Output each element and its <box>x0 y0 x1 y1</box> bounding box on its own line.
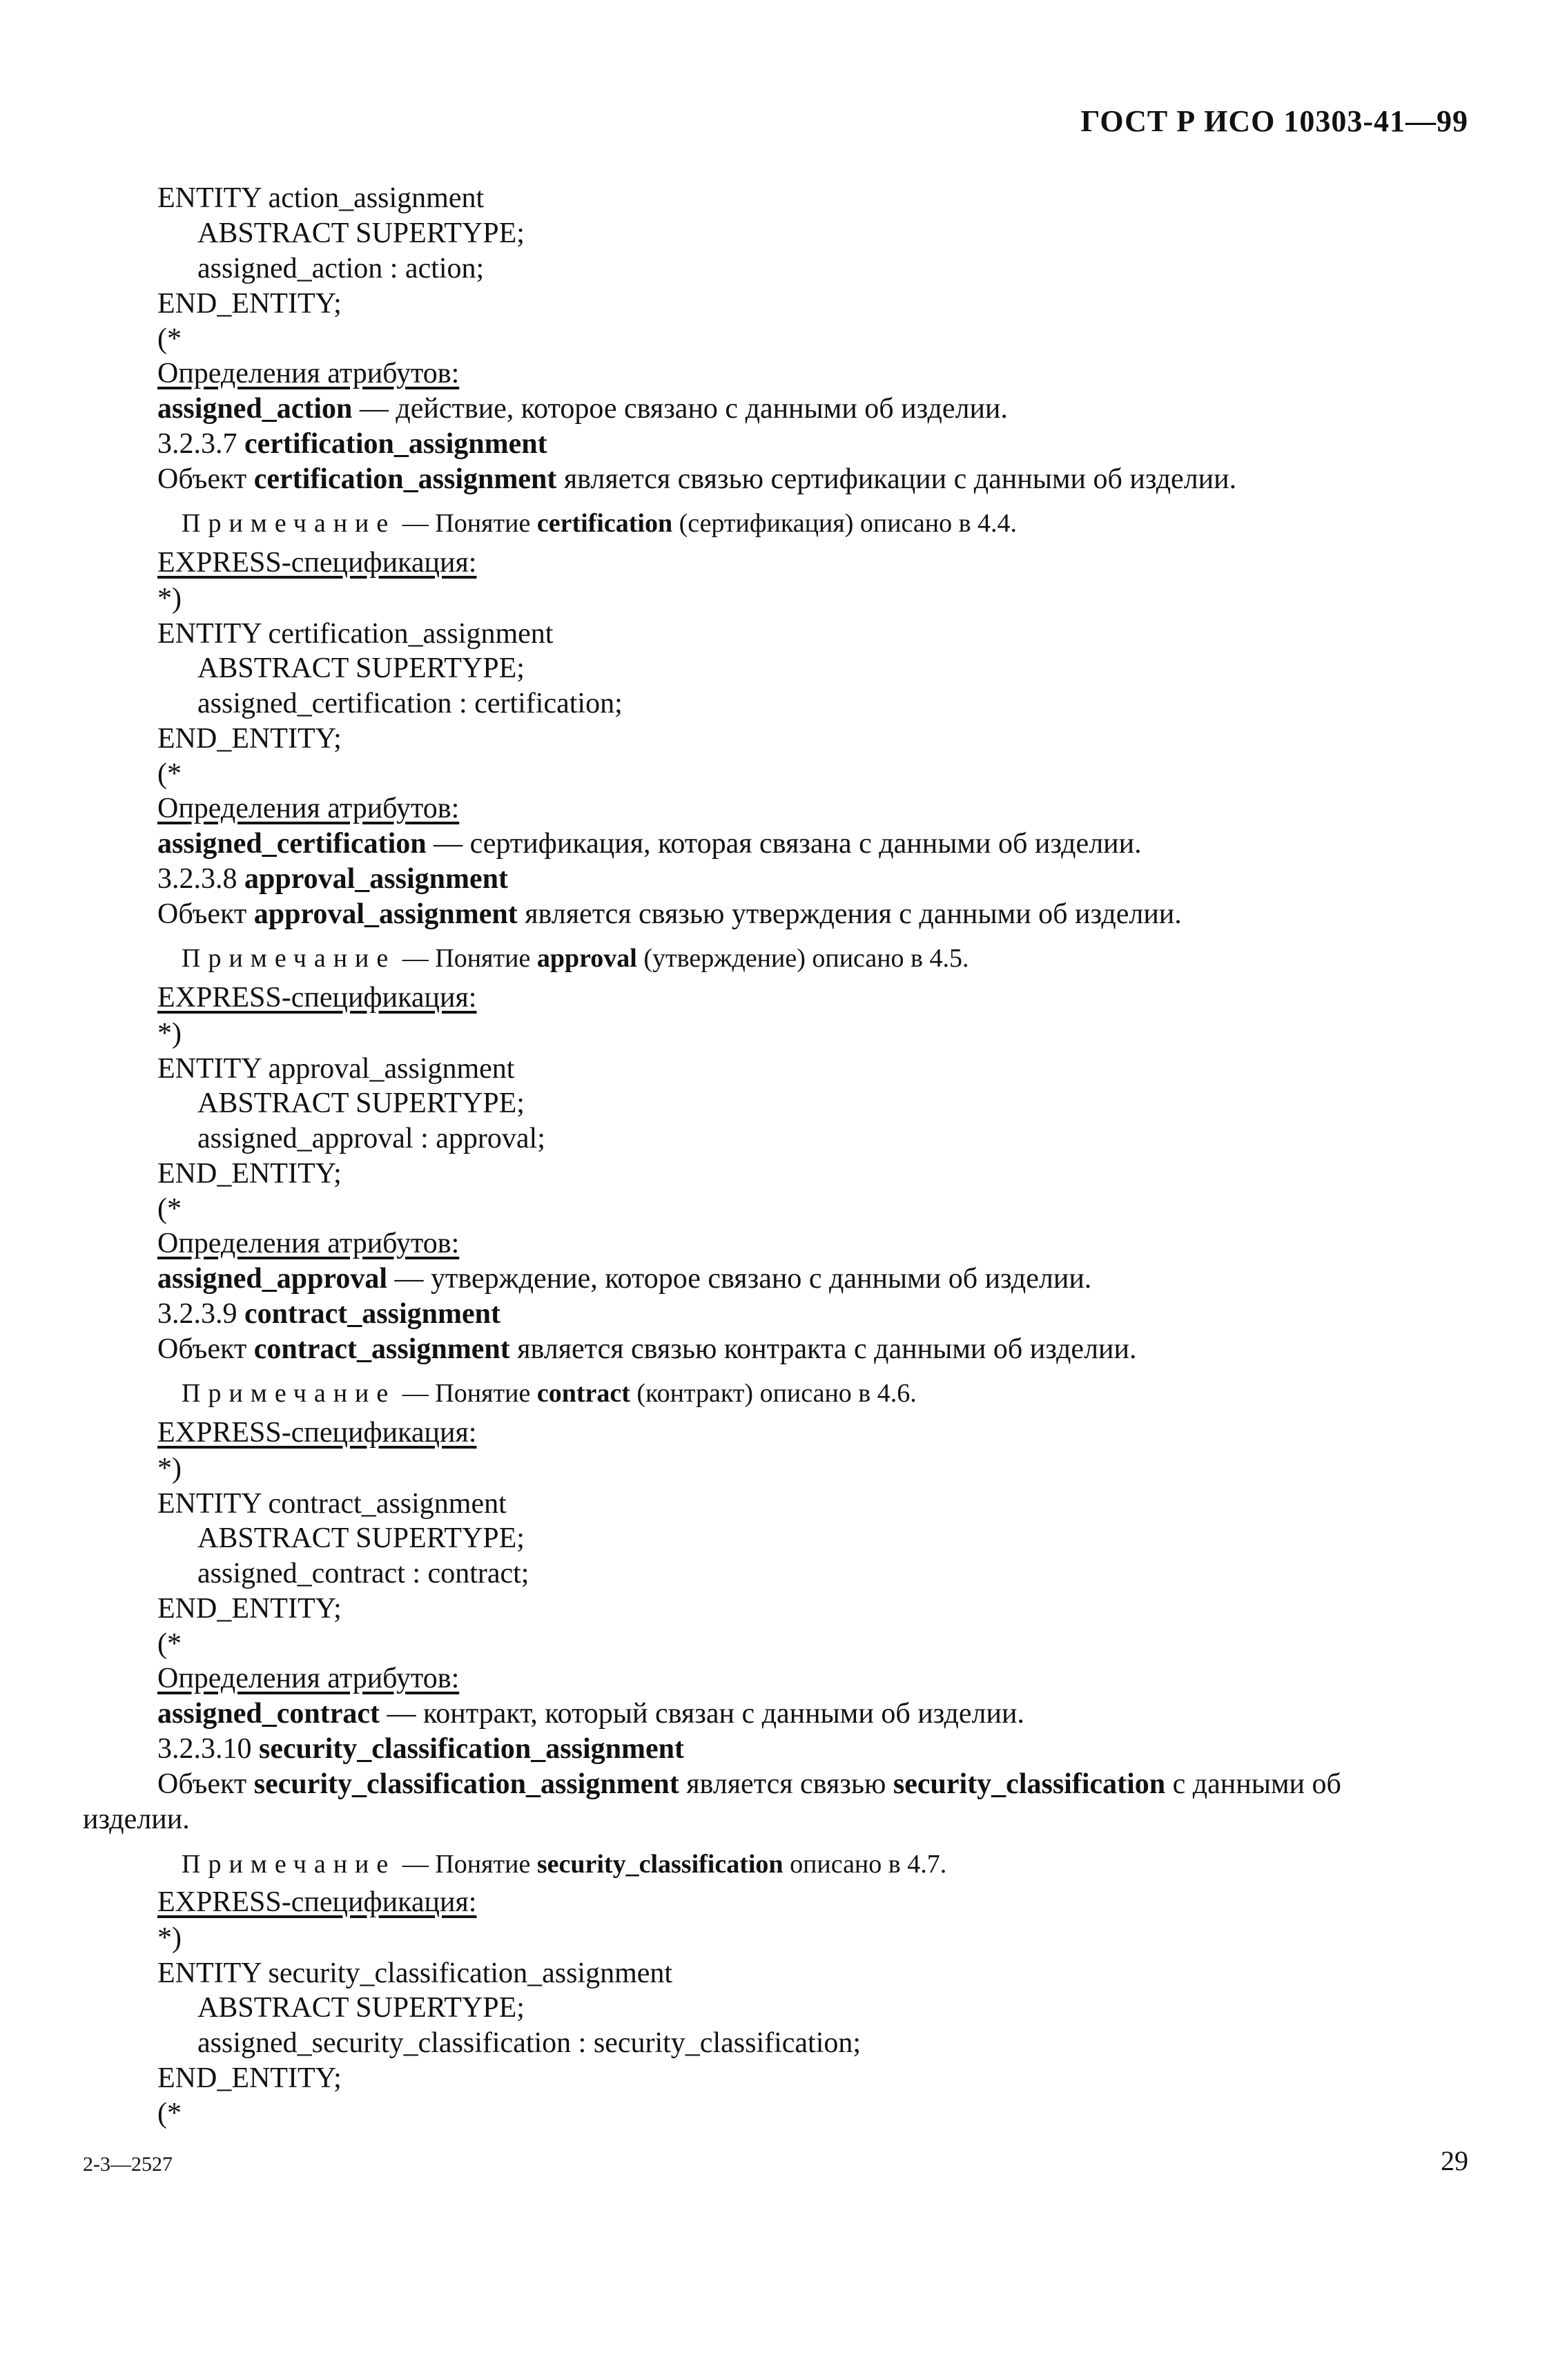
text-line <box>197 1086 525 1121</box>
text-line <box>197 216 525 251</box>
text-run: Объект <box>157 1333 254 1365</box>
text-line <box>157 322 182 356</box>
text-run: (* <box>157 758 182 790</box>
bold-term: security_classification_assignment <box>253 1768 679 1800</box>
text-run: — утверждение, которое связано с данными об изделии. <box>387 1263 1092 1295</box>
text-run: 3.2.3.7 <box>157 428 244 460</box>
text-line <box>197 1121 545 1156</box>
text-line <box>157 1487 507 1521</box>
text-run: — Понятие <box>396 944 537 973</box>
text-run: Объект <box>157 898 254 930</box>
text-run: (* <box>157 2098 182 2129</box>
footer-code: 2-3—2527 <box>83 2153 173 2176</box>
text-line <box>197 651 525 686</box>
text-line <box>157 581 182 616</box>
text-run: (* <box>157 1628 182 1660</box>
text-line <box>157 1192 182 1226</box>
document-header: ГОСТ Р ИСО 10303-41—99 <box>1080 104 1468 138</box>
text-line <box>157 1627 182 1661</box>
text-line <box>197 1521 525 1556</box>
text-run: является связью сертификации с данными об изделии. <box>556 463 1237 495</box>
text-run: ENTITY certification_assignment <box>157 618 554 650</box>
text-run: — сертификация, которая связана с данными об изделии. <box>426 828 1142 860</box>
text-line <box>83 1802 190 1837</box>
note-line <box>182 941 969 976</box>
bold-term: contract_assignment <box>244 1298 500 1330</box>
text-line <box>197 251 484 286</box>
note-label: Примечание <box>182 509 396 538</box>
bold-term: assigned_approval <box>157 1263 387 1295</box>
section-label <box>157 980 476 1015</box>
text-run: Объект <box>157 463 254 495</box>
text-line <box>157 862 508 896</box>
text-line <box>157 1016 182 1051</box>
text-line <box>157 1921 182 1955</box>
text-line <box>197 1991 525 2025</box>
text-line <box>157 1297 500 1331</box>
text-run: — контракт, который связан с данными об изделии. <box>379 1698 1024 1730</box>
text-run: *) <box>157 583 182 615</box>
text-line <box>157 427 547 461</box>
text-run: — Понятие <box>396 1379 537 1408</box>
text-run: assigned_approval : approval; <box>197 1123 545 1154</box>
text-run: (сертификация) описано в 4.4. <box>672 509 1018 538</box>
text-run: — действие, которое связано с данными об изделии. <box>352 393 1008 425</box>
text-run: ABSTRACT SUPERTYPE; <box>197 1087 525 1119</box>
text-line <box>157 617 553 651</box>
text-run: END_ENTITY; <box>157 288 342 320</box>
text-run: (утверждение) описано в 4.5. <box>636 944 969 973</box>
text-run: *) <box>157 1018 182 1049</box>
text-line <box>157 462 1236 496</box>
text-line <box>157 1157 342 1191</box>
note-label: Примечание <box>182 1379 396 1408</box>
text-run: является связью контракта с данными об изделии. <box>509 1333 1137 1365</box>
text-line <box>157 757 182 791</box>
text-line <box>197 2026 861 2060</box>
section-label <box>157 545 476 580</box>
text-line <box>157 1956 672 1991</box>
text-run: ENTITY action_assignment <box>157 182 485 214</box>
text-run: является связью утверждения с данными об изделии. <box>517 898 1182 930</box>
text-run: (* <box>157 1193 182 1225</box>
text-line <box>157 826 1142 861</box>
text-line <box>157 1332 1137 1366</box>
bold-term: assigned_contract <box>157 1698 380 1730</box>
text-run: END_ENTITY; <box>157 1158 342 1190</box>
text-run: END_ENTITY; <box>157 1593 342 1625</box>
bold-term: certification <box>536 509 673 538</box>
bold-term: approval_assignment <box>244 863 508 895</box>
text-line <box>157 391 1008 426</box>
text-line <box>157 1696 1024 1731</box>
text-line <box>157 2096 182 2131</box>
bold-term: approval <box>536 944 637 973</box>
bold-term: contract_assignment <box>253 1333 510 1365</box>
text-run: EXPRESS-спецификация: <box>157 982 477 1014</box>
text-run: 3.2.3.9 <box>157 1298 244 1330</box>
text-line <box>197 686 623 721</box>
text-line <box>157 1732 684 1766</box>
bold-term: security_classification_assignment <box>259 1733 684 1765</box>
text-run: END_ENTITY; <box>157 2062 342 2094</box>
bold-term: security_classification <box>893 1768 1166 1800</box>
text-run: assigned_security_classification : security_classification; <box>197 2027 862 2059</box>
bold-term: contract <box>536 1379 630 1408</box>
text-run: END_ENTITY; <box>157 723 342 755</box>
note-label: Примечание <box>182 944 396 973</box>
text-run: EXPRESS-спецификация: <box>157 547 477 579</box>
text-line <box>157 1451 182 1486</box>
section-label <box>157 356 459 391</box>
text-run: ABSTRACT SUPERTYPE; <box>197 217 525 249</box>
text-run: Определения атрибутов: <box>157 358 460 389</box>
text-run: ABSTRACT SUPERTYPE; <box>197 652 525 684</box>
text-line <box>157 1261 1091 1296</box>
text-line <box>157 722 342 756</box>
text-line <box>157 287 342 321</box>
section-label <box>157 1226 459 1261</box>
bold-term: security_classification <box>536 1850 784 1879</box>
note-line <box>182 1376 917 1411</box>
bold-term: approval_assignment <box>253 898 518 930</box>
text-run: assigned_contract : contract; <box>197 1558 529 1589</box>
text-line <box>157 1052 514 1086</box>
text-run: assigned_action : action; <box>197 253 485 284</box>
note-line <box>182 1847 946 1881</box>
text-run: (контракт) описано в 4.6. <box>630 1379 917 1408</box>
text-run: — Понятие <box>396 1850 537 1879</box>
page-number: 29 <box>1441 2145 1468 2176</box>
text-run: Определения атрибутов: <box>157 1228 460 1259</box>
text-run: (* <box>157 323 182 355</box>
text-run: ABSTRACT SUPERTYPE; <box>197 1992 525 2024</box>
section-label <box>157 791 459 826</box>
text-run: Определения атрибутов: <box>157 793 460 824</box>
text-run: ABSTRACT SUPERTYPE; <box>197 1522 525 1554</box>
text-line <box>157 2061 342 2096</box>
text-run: является связью <box>679 1768 893 1800</box>
section-label <box>157 1415 476 1450</box>
text-line <box>157 181 484 215</box>
text-run: Объект <box>157 1768 254 1800</box>
note-label: Примечание <box>182 1850 396 1879</box>
text-run: описано в 4.7. <box>783 1850 947 1879</box>
text-run: 3.2.3.10 <box>157 1733 259 1765</box>
bold-term: assigned_action <box>157 393 353 425</box>
text-line <box>197 1556 529 1591</box>
note-line <box>182 506 1017 541</box>
text-run: assigned_certification : certification; <box>197 688 623 719</box>
bold-term: certification_assignment <box>253 463 557 495</box>
text-run: ENTITY contract_assignment <box>157 1488 507 1520</box>
text-run: *) <box>157 1453 182 1484</box>
text-line <box>157 1591 342 1626</box>
text-run: ENTITY approval_assignment <box>157 1053 515 1085</box>
section-label <box>157 1661 459 1696</box>
text-run: ENTITY security_classification_assignment <box>157 1957 673 1989</box>
text-run: — Понятие <box>396 509 537 538</box>
bold-term: certification_assignment <box>244 428 547 460</box>
text-run: Определения атрибутов: <box>157 1663 460 1694</box>
text-run: EXPRESS-спецификация: <box>157 1417 477 1449</box>
text-run: EXPRESS-спецификация: <box>157 1886 477 1918</box>
text-line <box>157 897 1182 931</box>
text-run: 3.2.3.8 <box>157 863 244 895</box>
section-label <box>157 1885 476 1919</box>
text-run: изделии. <box>83 1803 190 1835</box>
text-run: *) <box>157 1922 182 1954</box>
text-line <box>157 1767 1341 1801</box>
text-run: с данными об <box>1165 1768 1341 1800</box>
bold-term: assigned_certification <box>157 828 427 860</box>
